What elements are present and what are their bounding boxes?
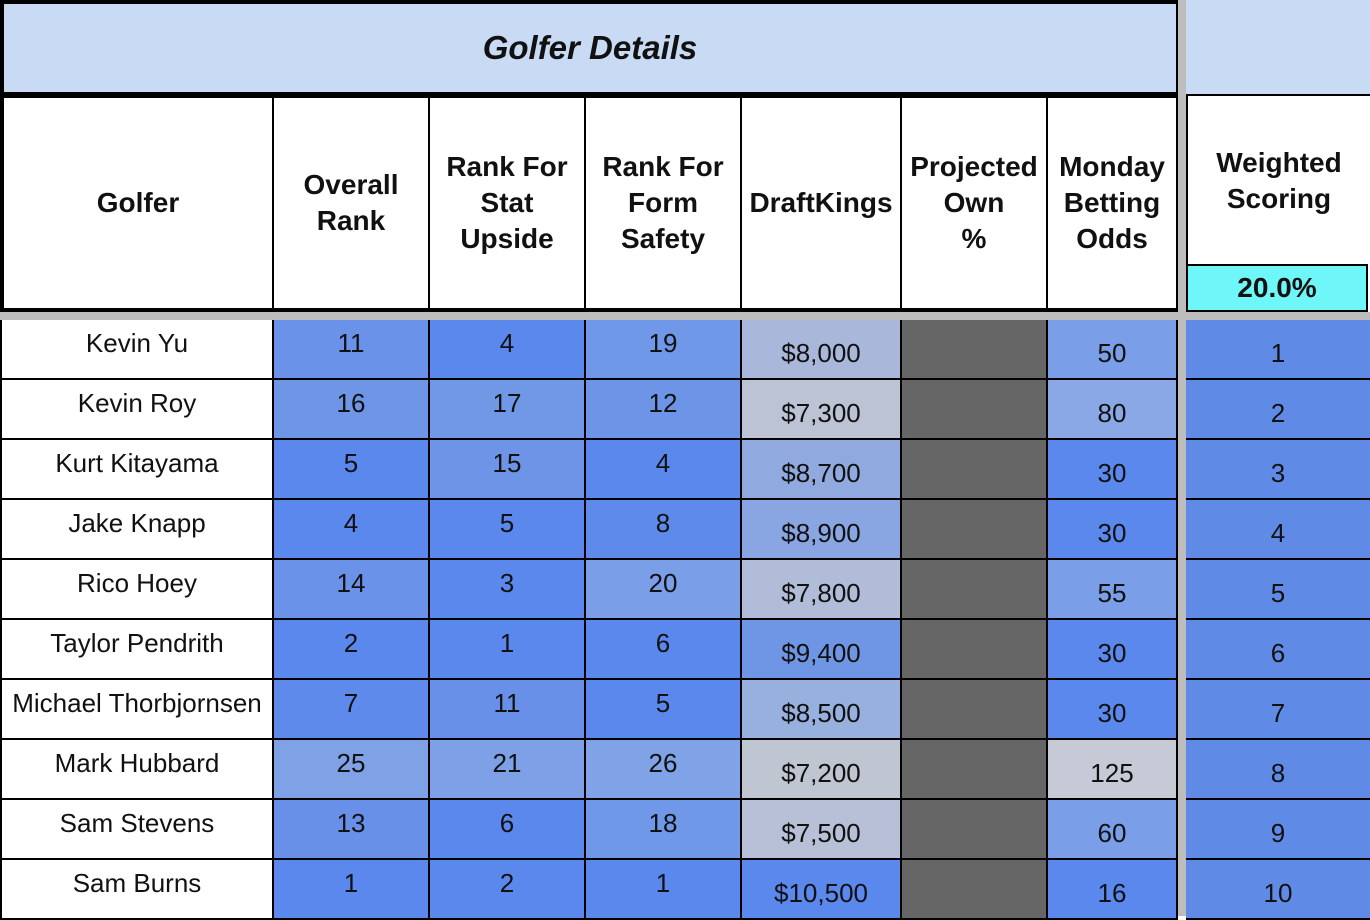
weighted-score-cell[interactable]: 3 <box>1186 440 1370 500</box>
golfer-name-cell[interactable]: Mark Hubbard <box>0 740 274 800</box>
projected-own-cell[interactable] <box>902 620 1048 680</box>
overall-rank-cell[interactable]: 1 <box>274 860 430 920</box>
golfer-name-cell[interactable]: Kevin Roy <box>0 380 274 440</box>
golfer-name-cell[interactable]: Sam Stevens <box>0 800 274 860</box>
betting-odds-cell[interactable]: 55 <box>1048 560 1178 620</box>
form-safety-rank-cell[interactable]: 4 <box>586 440 742 500</box>
table-row <box>0 500 1370 560</box>
weighted-score-cell[interactable]: 7 <box>1186 680 1370 740</box>
draftkings-salary-cell[interactable]: $7,800 <box>742 560 902 620</box>
overall-rank-cell[interactable]: 4 <box>274 500 430 560</box>
betting-odds-cell[interactable]: 30 <box>1048 500 1178 560</box>
column-header-overall-rank[interactable]: Overall Rank <box>274 98 430 308</box>
projected-own-cell[interactable] <box>902 560 1048 620</box>
table-row <box>0 620 1370 680</box>
projected-own-cell[interactable] <box>902 440 1048 500</box>
stat-upside-rank-cell[interactable]: 15 <box>430 440 586 500</box>
draftkings-salary-cell[interactable]: $8,500 <box>742 680 902 740</box>
weighted-score-cell[interactable]: 10 <box>1186 860 1370 920</box>
stat-upside-rank-cell[interactable]: 4 <box>430 320 586 380</box>
betting-odds-cell[interactable]: 125 <box>1048 740 1178 800</box>
stat-upside-rank-cell[interactable]: 3 <box>430 560 586 620</box>
stat-upside-rank-cell[interactable]: 1 <box>430 620 586 680</box>
overall-rank-cell[interactable]: 7 <box>274 680 430 740</box>
title-band-right <box>1180 0 1370 96</box>
column-header-golfer[interactable]: Golfer <box>4 98 274 308</box>
table-row <box>0 320 1370 380</box>
table-row <box>0 560 1370 620</box>
overall-rank-cell[interactable]: 16 <box>274 380 430 440</box>
projected-own-cell[interactable] <box>902 320 1048 380</box>
betting-odds-cell[interactable]: 16 <box>1048 860 1178 920</box>
stat-upside-rank-cell[interactable]: 21 <box>430 740 586 800</box>
weighted-score-cell[interactable]: 2 <box>1186 380 1370 440</box>
projected-own-cell[interactable] <box>902 500 1048 560</box>
table-row <box>0 740 1370 800</box>
draftkings-salary-cell[interactable]: $8,900 <box>742 500 902 560</box>
golfer-name-cell[interactable]: Kurt Kitayama <box>0 440 274 500</box>
weighted-score-cell[interactable]: 6 <box>1186 620 1370 680</box>
overall-rank-cell[interactable]: 14 <box>274 560 430 620</box>
draftkings-salary-cell[interactable]: $9,400 <box>742 620 902 680</box>
column-header-weighted-scoring[interactable]: Weighted Scoring <box>1186 96 1370 266</box>
projected-own-cell[interactable] <box>902 680 1048 740</box>
column-header-projected-own[interactable]: Projected Own % <box>902 98 1048 308</box>
draftkings-salary-cell[interactable]: $10,500 <box>742 860 902 920</box>
betting-odds-cell[interactable]: 30 <box>1048 620 1178 680</box>
weighted-score-cell[interactable]: 1 <box>1186 320 1370 380</box>
golfer-name-cell[interactable]: Rico Hoey <box>0 560 274 620</box>
projected-own-cell[interactable] <box>902 800 1048 860</box>
overall-rank-cell[interactable]: 11 <box>274 320 430 380</box>
weighted-score-cell[interactable]: 4 <box>1186 500 1370 560</box>
table-row <box>0 860 1370 920</box>
form-safety-rank-cell[interactable]: 20 <box>586 560 742 620</box>
page-title: Golfer Details <box>0 0 1180 96</box>
golfer-name-cell[interactable]: Taylor Pendrith <box>0 620 274 680</box>
form-safety-rank-cell[interactable]: 26 <box>586 740 742 800</box>
table-row <box>0 440 1370 500</box>
form-safety-rank-cell[interactable]: 12 <box>586 380 742 440</box>
betting-odds-cell[interactable]: 30 <box>1048 680 1178 740</box>
form-safety-rank-cell[interactable]: 1 <box>586 860 742 920</box>
draftkings-salary-cell[interactable]: $8,000 <box>742 320 902 380</box>
form-safety-rank-cell[interactable]: 6 <box>586 620 742 680</box>
overall-rank-cell[interactable]: 13 <box>274 800 430 860</box>
form-safety-rank-cell[interactable]: 18 <box>586 800 742 860</box>
stat-upside-rank-cell[interactable]: 2 <box>430 860 586 920</box>
betting-odds-cell[interactable]: 60 <box>1048 800 1178 860</box>
table-row <box>0 680 1370 740</box>
form-safety-rank-cell[interactable]: 5 <box>586 680 742 740</box>
draftkings-salary-cell[interactable]: $7,500 <box>742 800 902 860</box>
projected-own-cell[interactable] <box>902 380 1048 440</box>
overall-rank-cell[interactable]: 5 <box>274 440 430 500</box>
projected-own-cell[interactable] <box>902 740 1048 800</box>
column-header-draftkings[interactable]: DraftKings <box>742 98 902 308</box>
stat-upside-rank-cell[interactable]: 11 <box>430 680 586 740</box>
projected-own-cell[interactable] <box>902 860 1048 920</box>
column-header-rank-stat-upside[interactable]: Rank For Stat Upside <box>430 98 586 308</box>
draftkings-salary-cell[interactable]: $7,200 <box>742 740 902 800</box>
draftkings-salary-cell[interactable]: $7,300 <box>742 380 902 440</box>
betting-odds-cell[interactable]: 30 <box>1048 440 1178 500</box>
golfer-name-cell[interactable]: Kevin Yu <box>0 320 274 380</box>
betting-odds-cell[interactable]: 80 <box>1048 380 1178 440</box>
weighted-score-cell[interactable]: 9 <box>1186 800 1370 860</box>
golfer-name-cell[interactable]: Sam Burns <box>0 860 274 920</box>
form-safety-rank-cell[interactable]: 19 <box>586 320 742 380</box>
golfer-name-cell[interactable]: Michael Thorbjornsen <box>0 680 274 740</box>
stat-upside-rank-cell[interactable]: 6 <box>430 800 586 860</box>
overall-rank-cell[interactable]: 25 <box>274 740 430 800</box>
betting-odds-cell[interactable]: 50 <box>1048 320 1178 380</box>
table-row <box>0 380 1370 440</box>
stat-upside-rank-cell[interactable]: 17 <box>430 380 586 440</box>
column-header-monday-odds[interactable]: Monday Betting Odds <box>1059 151 1165 254</box>
overall-rank-cell[interactable]: 2 <box>274 620 430 680</box>
table-row <box>0 800 1370 860</box>
draftkings-salary-cell[interactable]: $8,700 <box>742 440 902 500</box>
stat-upside-rank-cell[interactable]: 5 <box>430 500 586 560</box>
column-header-rank-form-safety[interactable]: Rank For Form Safety <box>586 98 742 308</box>
divider <box>0 312 1370 320</box>
weight-percentage-input[interactable]: 20.0% <box>1186 264 1368 312</box>
weighted-score-cell[interactable]: 8 <box>1186 740 1370 800</box>
form-safety-rank-cell[interactable]: 8 <box>586 500 742 560</box>
golfer-name-cell[interactable]: Jake Knapp <box>0 500 274 560</box>
weighted-score-cell[interactable]: 5 <box>1186 560 1370 620</box>
